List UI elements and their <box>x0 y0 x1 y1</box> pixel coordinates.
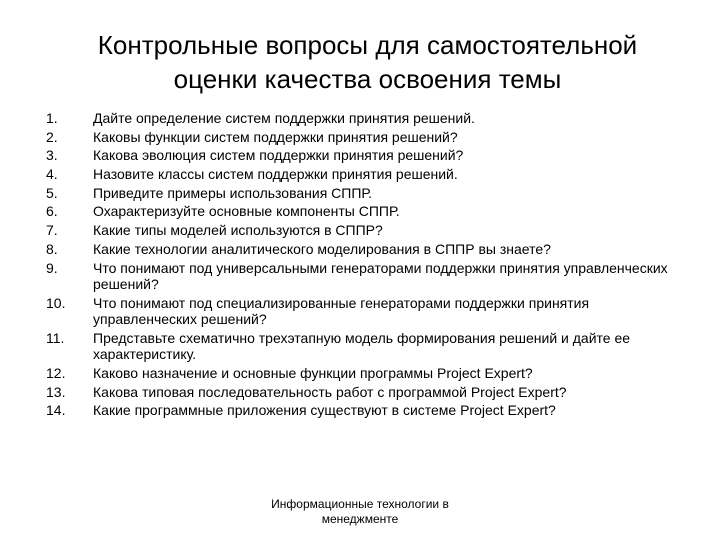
question-item <box>44 402 684 419</box>
question-item <box>44 365 684 382</box>
question-text: Что понимают под универсальными генераторами поддержки принятия управленческих решений? <box>93 259 668 292</box>
question-item <box>44 203 684 220</box>
question-text: Что понимают под специализированные генераторами поддержки принятия управленческих решений? <box>93 294 590 328</box>
question-number: 13. <box>46 383 66 400</box>
footer-line-2: менеджменте <box>321 512 399 526</box>
question-item <box>44 384 684 401</box>
question-text: Представьте схематично трехэтапную модель формирования решений и дайте ее характеристику. <box>93 329 631 363</box>
question-text: Какие типы моделей используются в СППР? <box>93 222 383 239</box>
question-text: Назовите классы систем поддержки принятия решений. <box>93 166 458 183</box>
slide-footer <box>235 497 485 527</box>
question-number: 7. <box>46 222 58 239</box>
question-number: 8. <box>46 240 58 257</box>
question-item <box>44 129 684 146</box>
question-number: 12. <box>46 365 66 382</box>
question-item <box>44 330 684 363</box>
question-item <box>44 295 684 328</box>
question-item <box>44 110 684 127</box>
question-text: Дайте определение систем поддержки принятия решений. <box>93 110 475 126</box>
question-text: Охарактеризуйте основные компоненты СППР. <box>93 203 400 220</box>
slide-title-line-1: Контрольные вопросы для самостоятельной <box>97 30 638 60</box>
question-number: 10. <box>46 294 66 311</box>
question-text: Какова эволюция систем поддержки принятия решений? <box>93 147 464 164</box>
question-text: Каково назначение и основные функции программы Project Expert? <box>93 365 533 382</box>
question-number: 6. <box>46 203 58 220</box>
question-number: 14. <box>46 402 66 419</box>
question-number: 5. <box>46 184 58 201</box>
question-item <box>44 241 684 258</box>
question-text: Какие программные приложения существуют в системе Project Expert? <box>93 402 556 419</box>
question-text: Приведите примеры использования СППР. <box>93 184 372 201</box>
question-item <box>44 185 684 202</box>
question-number: 4. <box>46 166 58 183</box>
slide-title-line-2: оценки качества освоения темы <box>173 64 562 94</box>
question-item <box>44 147 684 164</box>
question-text: Какие технологии аналитического моделирования в СППР вы знаете? <box>93 240 551 257</box>
slide-title <box>40 28 695 96</box>
footer-line-1: Информационные технологии в <box>271 497 449 511</box>
question-text: Каковы функции систем поддержки принятия решений? <box>93 128 458 145</box>
question-number: 3. <box>46 147 58 164</box>
questions-list <box>44 110 684 421</box>
question-item <box>44 166 684 183</box>
question-text: Какова типовая последовательность работ с программой Project Expert? <box>93 383 567 400</box>
question-number: 2. <box>46 128 58 145</box>
question-number: 11. <box>46 329 65 346</box>
question-number: 9. <box>46 259 58 276</box>
question-item <box>44 260 684 293</box>
question-item <box>44 222 684 239</box>
question-number: 1. <box>46 110 58 126</box>
